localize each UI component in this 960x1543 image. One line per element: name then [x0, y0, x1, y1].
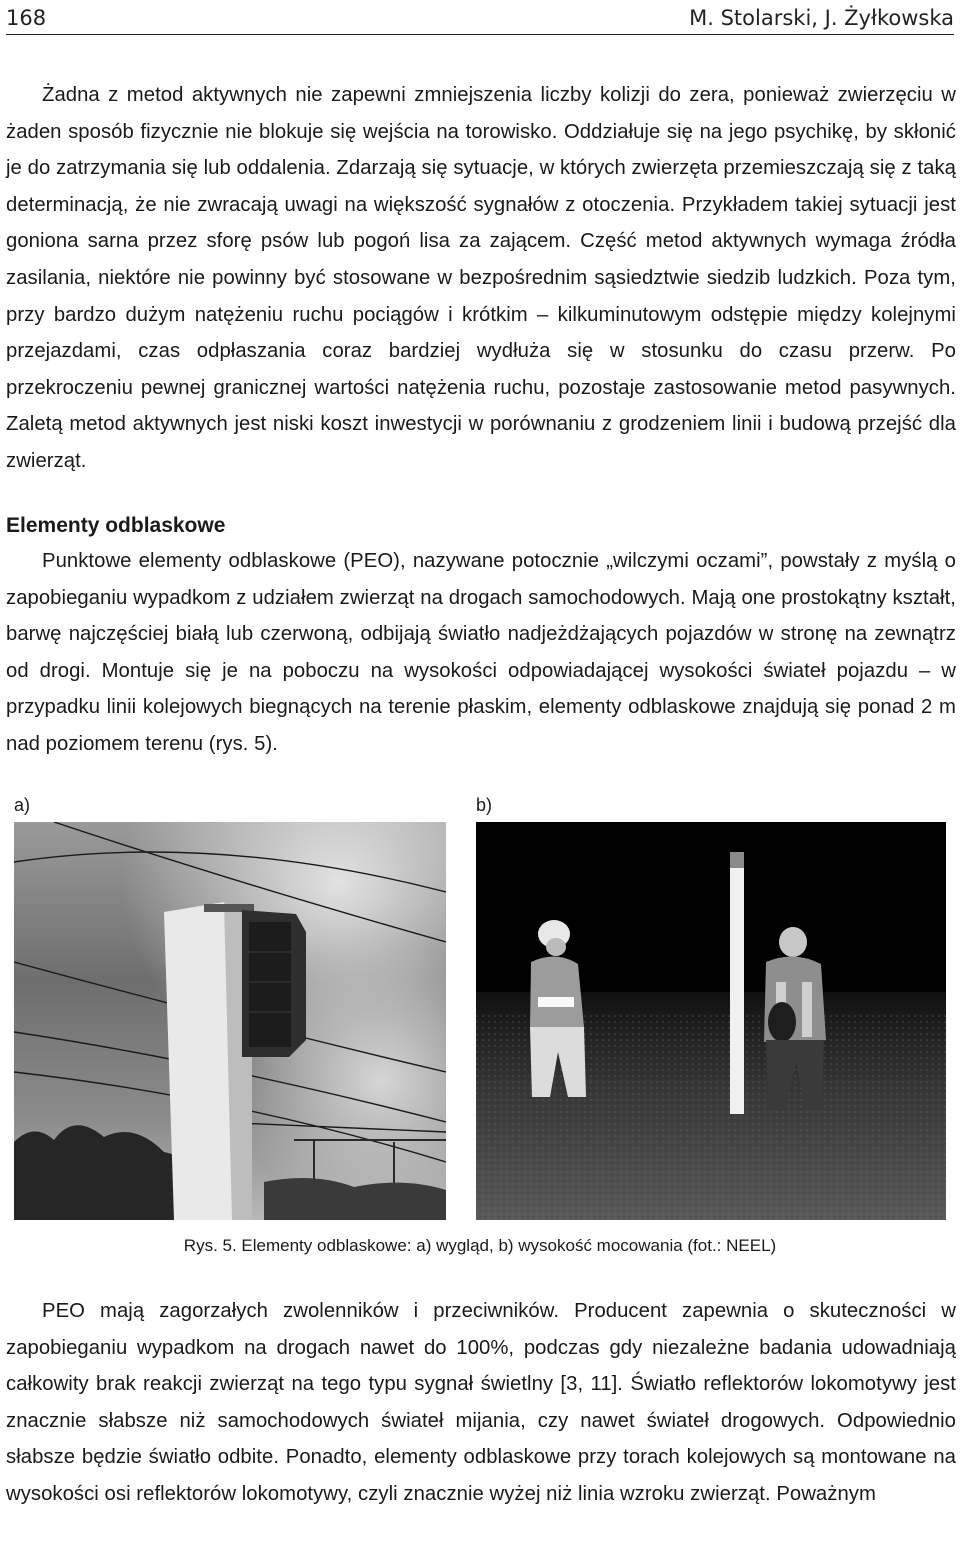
page-header [6, 4, 954, 35]
figure-label-b: b) [476, 795, 493, 815]
running-head-authors: M. Stolarski, J. Żyłkowska [689, 6, 954, 30]
figure-label-a: a) [14, 795, 31, 815]
body-paragraph-1: Żadna z metod aktywnych nie zapewni zmniejszenia liczby kolizji do zera, ponieważ zwierzęciu w żaden sposób fizycznie nie blokuje się wejścia na torowisko. Oddziałuje się na jego psychikę, by skłonić je do zatrzymania się lub oddalenia. Zdarzają się sytuacje, w których zwierzęta przemieszczają się z taką determinacją, że nie zwracają uwagi na większość sygnałów z otoczenia. Przykładem takiej sytuacji jest goniona sarna przez sforę psów lub pogoń lisa za zającem. Część metod aktywnych wymaga źródła zasilania, niektóre nie powinny być stosowane w bezpośrednim sąsiedztwie siedzib ludzkich. Poza tym, przy bardzo dużym natężeniu ruchu pociągów i krótkim – kilkuminutowym odstępie między kolejnymi przejazdami, czas odpłaszania coraz bardziej wydłuża się w stosunku do czasu przerw. Po przekroczeniu pewnej granicznej wartości natężenia ruchu, pozostaje zastosowanie metod pasywnych. Zaletą metod aktywnych jest niski koszt inwestycji w porównaniu z grodzeniem linii i budową przejść dla zwierząt. [6, 84, 956, 472]
body-paragraph-3: PEO mają zagorzałych zwolenników i przeciwników. Producent zapewnia o skuteczności w zapobieganiu wypadkom na drogach nawet do 100%, podczas gdy niezależne badania udowadniają całkowity brak reakcji zwierząt na tego typu sygnał świetlny [3, 11]. Światło reflektorów lokomotywy jest znacznie słabsze niż samochodowych świateł mijania, czy nawet świateł drogowych. Odpowiednio słabsze będzie światło odbite. Ponadto, elementy odblaskowe przy torach kolejowych są montowane na wysokości osi reflektorów lokomotywy, czyli znacznie wyżej niż linia wzroku zwierząt. Poważnym [6, 1300, 956, 1505]
photo-post-height [476, 822, 946, 1220]
figure-caption: Rys. 5. Elementy odblaskowe: a) wygląd, b) wysokość mocowania (fot.: NEEL) [183, 1236, 777, 1255]
photo-reflector-post [14, 822, 446, 1220]
section-heading: Elementy odblaskowe [6, 514, 226, 537]
body-paragraph-2: Punktowe elementy odblaskowe (PEO), nazywane potocznie „wilczymi oczami”, powstały z myślą o zapobieganiu wypadkom z udziałem zwierząt na drogach samochodowych. Mają one prostokątny kształt, barwę najczęściej białą lub czerwoną, odbijają światło nadjeżdżających pojazdów w stronę na zewnątrz od drogi. Montuje się je na poboczu na wysokości odpowiadającej wysokości świateł pojazdu – w przypadku linii kolejowych biegnących na terenie płaskim, elementy odblaskowe znajdują się ponad 2 m nad poziomem terenu (rys. 5). [6, 550, 956, 755]
page-number: 168 [6, 6, 47, 30]
